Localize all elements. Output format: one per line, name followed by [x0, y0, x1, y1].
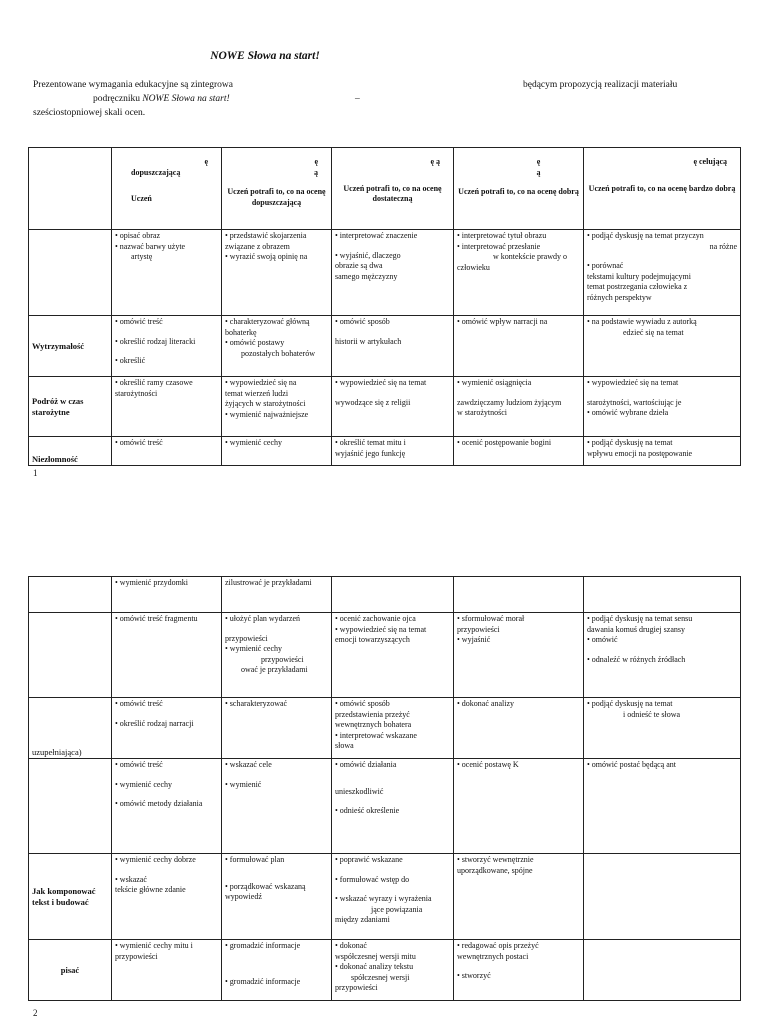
header-text: ę — [314, 157, 318, 166]
requirement-text: • redagować opis przeżyć — [457, 941, 539, 950]
requirement-cell — [332, 940, 454, 1001]
requirement-text: • wymienić cechy dobrze — [115, 855, 196, 864]
section-label — [29, 577, 112, 613]
requirement-text: • omówić wybrane dzieła — [587, 408, 669, 417]
page-number: 1 — [33, 468, 38, 478]
header-text: ę — [204, 157, 208, 166]
requirement-text: • omówić metody działania — [115, 799, 203, 808]
section-label: pisać — [29, 940, 112, 1001]
requirement-text: • charakteryzować główną — [225, 317, 310, 326]
requirement-text: • omówić treść — [115, 317, 163, 326]
requirement-text: dawania komuś drugiej szansy — [587, 624, 685, 634]
requirement-text: • odnaleźć w różnych źródłach — [587, 654, 686, 664]
requirement-text: edzieć się na temat — [623, 327, 684, 337]
requirement-text: • wymienić cechy mitu i — [115, 941, 193, 950]
requirement-text: • wypowiedzieć się na temat — [587, 378, 679, 387]
requirement-text: historii w artykułach — [335, 336, 402, 346]
requirement-text: przedstawienia przeżyć — [335, 709, 410, 719]
requirement-text: • określić rodzaj narracji — [115, 718, 194, 728]
document-title: NOWE Słowa na start! — [210, 50, 320, 62]
header-text: dopuszczającą — [131, 167, 181, 177]
requirement-text: • określić ramy czasowe — [115, 378, 193, 387]
section-label: Niezłomność — [29, 437, 112, 466]
requirement-cell — [222, 577, 332, 613]
requirement-text: • podjąć dyskusję na temat sensu — [587, 614, 693, 623]
requirement-text: • wskazać — [115, 874, 147, 884]
requirements-table-1 — [28, 147, 741, 466]
requirement-text: • omówić wpływ narracji na — [457, 317, 548, 326]
intro-line-2 — [93, 93, 230, 105]
requirement-text: • omówić sposób — [335, 699, 390, 708]
table-row — [29, 940, 741, 1001]
requirement-text: • sformułować morał — [457, 614, 525, 623]
requirement-text: związane z obrazem — [225, 241, 290, 251]
requirement-text: • dokonać — [335, 941, 367, 950]
requirement-cell — [332, 316, 454, 377]
requirement-cell — [584, 316, 741, 377]
requirement-cell — [454, 316, 584, 377]
requirement-cell — [112, 577, 222, 613]
requirement-text: • porządkować wskazaną — [225, 881, 306, 891]
header-text: ą — [314, 167, 318, 177]
requirement-text: • omówić treść — [115, 438, 163, 447]
requirement-text: • interpretować tytuł obrazu — [457, 231, 547, 240]
intro-line-3: sześciostopniowej skali ocen. — [33, 108, 146, 118]
requirement-text: • interpretować znaczenie — [335, 231, 418, 240]
requirement-text: słowa — [335, 741, 354, 750]
requirement-text: temat postrzegania człowieka z — [587, 282, 688, 291]
requirement-cell — [332, 377, 454, 437]
requirement-cell — [332, 577, 454, 613]
requirement-text: • wypowiedzieć się na temat — [335, 624, 427, 634]
intro-book-title: NOWE Słowa na start! — [142, 94, 230, 104]
requirement-text: • wypowiedzieć się na — [225, 378, 297, 387]
requirement-text: uporządkowane, spójne — [457, 865, 533, 875]
header-cell-grade-2 — [112, 148, 222, 230]
section-label: uzupełniająca) — [29, 698, 112, 759]
header-cell-grade-3 — [222, 148, 332, 230]
requirement-cell — [584, 854, 741, 940]
requirement-cell — [584, 437, 741, 466]
requirement-cell — [584, 377, 741, 437]
requirement-text: artystę — [131, 252, 153, 261]
requirement-text: tekście główne zdanie — [115, 885, 186, 894]
section-label: Wytrzymałość — [29, 316, 112, 377]
requirement-text: • omówić treść fragmentu — [115, 614, 198, 623]
requirement-cell — [454, 437, 584, 466]
requirement-cell — [112, 437, 222, 466]
requirement-text: przypowieści — [457, 624, 500, 634]
requirement-cell — [222, 437, 332, 466]
table-row — [29, 377, 741, 437]
requirement-text: • ocenić postępowanie bogini — [457, 438, 552, 447]
header-text: Uczeń potrafi to, co na ocenę dostateczną — [343, 183, 442, 203]
header-text: Uczeń potrafi to, co na ocenę dopuszczającą — [227, 187, 326, 207]
requirement-cell — [454, 759, 584, 854]
requirement-text: • interpretować wskazane — [335, 730, 417, 740]
section-label — [29, 759, 112, 854]
requirement-cell — [454, 230, 584, 316]
requirement-cell — [332, 613, 454, 698]
requirement-text: emocji towarzyszących — [335, 635, 410, 644]
requirement-cell — [112, 613, 222, 698]
requirement-cell — [222, 377, 332, 437]
requirement-text: • omówić — [587, 635, 618, 644]
requirement-text: • interpretować przesłanie — [457, 241, 541, 251]
requirement-cell — [222, 230, 332, 316]
requirement-cell — [454, 854, 584, 940]
requirement-text: przypowieści — [335, 983, 378, 992]
requirement-cell — [584, 940, 741, 1001]
header-cell-grade-5 — [454, 148, 584, 230]
requirement-text: • omówić postać będącą ant — [587, 760, 676, 769]
requirement-cell — [112, 759, 222, 854]
requirement-cell — [332, 854, 454, 940]
header-text: ę ą — [430, 157, 440, 166]
requirement-text: • wymienić najważniejsze — [225, 409, 309, 419]
header-text: Uczeń — [131, 194, 152, 203]
table-row — [29, 698, 741, 759]
requirement-cell — [584, 613, 741, 698]
requirement-text: • formułować plan — [225, 855, 285, 864]
requirement-text: • stworzyć — [457, 971, 491, 980]
header-text: ę — [536, 157, 541, 166]
requirement-cell — [222, 698, 332, 759]
requirement-cell — [454, 698, 584, 759]
requirement-text: • omówić działania — [335, 760, 397, 769]
requirement-cell — [112, 230, 222, 316]
requirement-cell — [222, 940, 332, 1001]
requirement-text: • dokonać analizy tekstu — [335, 962, 414, 971]
requirement-text: • odnieść określenie — [335, 806, 400, 815]
requirement-cell — [112, 316, 222, 377]
requirement-text: • wymienić cechy — [115, 779, 172, 789]
requirement-text: • ocenić zachowanie ojca — [335, 614, 416, 623]
header-text: Uczeń potrafi to, co na ocenę dobrą — [458, 187, 579, 196]
intro-line-1-right: będącym propozycją realizacji materiału — [523, 80, 678, 90]
requirement-text: • formułować wstęp do — [335, 874, 410, 884]
header-text: Uczeń potrafi to, co na ocenę bardzo dobrą — [588, 183, 736, 193]
requirement-text: tekstami kultury podejmującymi — [587, 271, 691, 281]
requirement-text: bohaterkę — [225, 327, 257, 337]
table-header-row — [29, 148, 741, 230]
requirement-text: • wyrazić swoją opinię na — [225, 252, 308, 261]
header-cell-grade-4 — [332, 148, 454, 230]
requirement-text: • dokonać analizy — [457, 699, 514, 708]
requirement-text: • poprawić wskazane — [335, 855, 403, 864]
requirement-text: zilustrować je przykładami — [225, 578, 312, 587]
requirement-text: wewnętrznych bohatera — [335, 720, 412, 729]
requirement-cell — [584, 577, 741, 613]
requirement-text: • podjąć dyskusję na temat przyczyn — [587, 231, 704, 240]
table-row — [29, 230, 741, 316]
requirement-text: starożytności, wartościując je — [587, 397, 682, 407]
requirement-text: • na podstawie wywiadu z autorką — [587, 317, 697, 326]
requirement-cell — [112, 377, 222, 437]
requirement-text: • wymienić cechy — [225, 438, 282, 447]
requirement-text: • podjąć dyskusję na temat — [587, 699, 673, 708]
requirement-cell — [222, 854, 332, 940]
requirement-text: ować je przykładami — [241, 665, 308, 674]
requirement-text: temat wierzeń ludzi — [225, 388, 289, 398]
requirement-text: w kontekście prawdy o — [493, 252, 567, 261]
requirement-text: • wymienić osiągnięcia — [457, 378, 532, 387]
requirement-cell — [112, 854, 222, 940]
requirement-cell — [454, 577, 584, 613]
requirement-text: • przedstawić skojarzenia — [225, 231, 307, 240]
intro-dash: – — [355, 94, 360, 104]
requirement-text: • gromadzić informacje — [225, 941, 301, 950]
requirement-cell — [454, 377, 584, 437]
requirement-text: • wymienić — [225, 779, 262, 789]
requirement-cell — [332, 759, 454, 854]
requirement-text: • wyjaśnić — [457, 635, 491, 644]
requirement-text: wywodzące się z religii — [335, 397, 411, 407]
requirement-text: zawdzięczamy ludziom żyjącym — [457, 397, 562, 407]
requirement-text: • stworzyć wewnętrznie — [457, 855, 534, 864]
requirement-text: • omówić treść — [115, 699, 163, 708]
requirement-cell — [332, 437, 454, 466]
requirement-text: obrazie są dwa — [335, 261, 383, 270]
requirement-text: • wyjaśnić, dlaczego — [335, 250, 401, 260]
requirement-text: • określić rodzaj literacki — [115, 336, 196, 346]
requirement-text: • omówić postawy — [225, 338, 285, 347]
requirement-text: • wypowiedzieć się na temat — [335, 378, 427, 387]
requirement-cell — [112, 698, 222, 759]
requirement-text: • wskazać cele — [225, 760, 272, 769]
requirement-cell — [584, 698, 741, 759]
requirement-text: wpływu emocji na postępowanie — [587, 448, 693, 458]
requirement-cell — [222, 759, 332, 854]
requirement-text: różnych perspektyw — [587, 292, 652, 302]
requirement-text: żyjących w starożytności — [225, 399, 306, 408]
requirement-text: • określić temat mitu i — [335, 438, 406, 447]
section-label: Jak komponować tekst i budować — [29, 854, 112, 940]
requirement-text: • omówić sposób — [335, 317, 390, 326]
requirement-text: współczesnej wersji mitu — [335, 951, 416, 961]
requirement-text: • wskazać wyrazy i wyrażenia — [335, 894, 432, 903]
table-row — [29, 316, 741, 377]
requirement-text: samego mężczyzny — [335, 271, 398, 281]
requirement-text: • gromadzić informacje — [225, 976, 301, 986]
requirement-cell — [332, 230, 454, 316]
requirement-cell — [454, 613, 584, 698]
requirement-text: • wymienić przydomki — [115, 578, 189, 587]
requirement-cell — [332, 698, 454, 759]
requirement-text: • omówić treść — [115, 760, 163, 769]
table-row — [29, 759, 741, 854]
header-text: ą — [536, 167, 541, 177]
table-row — [29, 854, 741, 940]
intro-line-1-left: Prezentowane wymagania edukacyjne są zintegrowa — [33, 80, 233, 90]
requirement-text: wyjaśnić jego funkcję — [335, 448, 406, 458]
requirement-text: • ułożyć plan wydarzeń — [225, 614, 300, 623]
requirement-text: jące powiązania — [371, 904, 423, 914]
requirement-text: • porównać — [587, 261, 624, 270]
requirement-text: • wymienić cechy — [225, 644, 282, 653]
requirement-text: i odnieść te słowa — [623, 709, 681, 719]
page-number: 2 — [33, 1008, 38, 1018]
requirement-text: starożytności — [115, 388, 158, 398]
requirement-text: człowieku — [457, 262, 490, 272]
requirement-text: pozostałych bohaterów — [241, 348, 315, 358]
requirement-cell — [222, 316, 332, 377]
table-row — [29, 437, 741, 466]
requirement-text: przypowieści — [225, 633, 268, 643]
requirement-cell — [584, 759, 741, 854]
section-label — [29, 230, 112, 316]
header-text: ę celującą — [693, 157, 727, 166]
requirement-text: • ocenić postawę K — [457, 760, 519, 769]
requirement-text: przypowieści — [261, 654, 304, 664]
requirement-text: unieszkodliwić — [335, 786, 384, 796]
header-cell-grade-6 — [584, 148, 741, 230]
table-row — [29, 613, 741, 698]
requirement-text: wypowiedź — [225, 892, 262, 901]
requirement-text: wewnętrznych postaci — [457, 951, 529, 961]
intro-line-2-text: podręczniku — [93, 94, 143, 104]
requirement-text: • podjąć dyskusję na temat — [587, 438, 673, 447]
requirement-cell — [584, 230, 741, 316]
requirement-text: • nazwać barwy użyte — [115, 241, 186, 251]
requirement-text: przypowieści — [115, 951, 158, 961]
requirement-cell — [222, 613, 332, 698]
requirements-table-2 — [28, 576, 741, 1001]
section-label: Podróż w czas starożytne — [29, 377, 112, 437]
requirement-cell — [454, 940, 584, 1001]
requirement-text: między zdaniami — [335, 915, 390, 924]
requirement-text: • opisać obraz — [115, 231, 161, 240]
requirement-text: w starożytności — [457, 408, 507, 417]
requirement-text: • określić — [115, 356, 146, 365]
requirement-text: • scharakteryzować — [225, 699, 288, 708]
requirement-text: na różne — [709, 241, 737, 251]
table-row — [29, 577, 741, 613]
requirement-cell — [112, 940, 222, 1001]
requirement-text: spółczesnej wersji — [351, 972, 410, 982]
section-label — [29, 613, 112, 698]
header-cell-section — [29, 148, 112, 230]
